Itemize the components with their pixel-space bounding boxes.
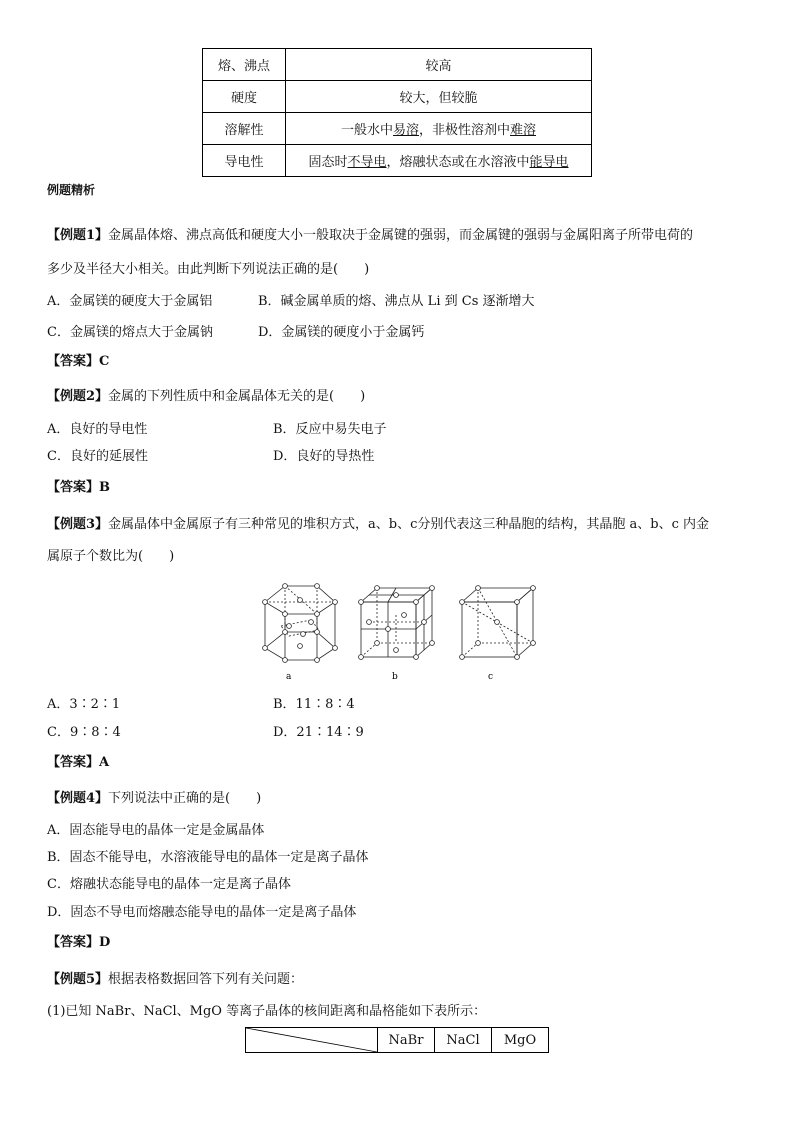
- figure-label-b: b: [392, 672, 398, 682]
- properties-table: [202, 48, 592, 177]
- section-title: 例题精析: [47, 183, 96, 197]
- question-tag: 【例题4】: [47, 791, 109, 806]
- figure-label-c: c: [488, 672, 494, 682]
- value-part-underlined: 能导电: [529, 155, 569, 170]
- question-text: 金属的下列性质中和金属晶体无关的是( ): [108, 389, 366, 404]
- option-b: B．反应中易失电子: [273, 422, 387, 437]
- answer-2: 【答案】B: [47, 480, 110, 495]
- option-c: C．熔融状态能导电的晶体一定是离子晶体: [47, 877, 291, 892]
- option-b: B．11∶8∶4: [273, 697, 355, 712]
- column-header: NaBr: [378, 1028, 435, 1053]
- question-text: 下列说法中正确的是( ): [108, 791, 262, 806]
- option-d: D．21∶14∶9: [273, 725, 364, 740]
- option-d: D．良好的导热性: [273, 449, 375, 464]
- property-value: [286, 113, 592, 145]
- table-row: [203, 145, 592, 177]
- option-c: C．金属镁的熔点大于金属钠: [47, 325, 213, 340]
- question-4-stem: [47, 791, 261, 807]
- answer-1: 【答案】C: [47, 354, 110, 369]
- question-tag: 【例题2】: [47, 389, 109, 404]
- table-row: [203, 113, 592, 145]
- option-a: A．金属镁的硬度大于金属铝: [47, 294, 213, 309]
- question-text: 金属晶体中金属原子有三种常见的堆积方式，a、b、c分别代表这三种晶胞的结构，其晶胞 a、b、c 内金: [108, 517, 710, 532]
- option-c: C．9∶8∶4: [47, 725, 121, 740]
- value-part: 固态时: [308, 155, 348, 170]
- lattice-energy-table: [245, 1027, 549, 1053]
- value-part: 一般水中: [340, 123, 393, 138]
- fcc-cell: [359, 586, 435, 660]
- property-value: 较高: [286, 49, 592, 81]
- question-tag: 【例题1】: [47, 228, 109, 243]
- question-tag: 【例题5】: [47, 972, 109, 987]
- answer-4: 【答案】D: [47, 935, 111, 950]
- option-b: B．固态不能导电，水溶液能导电的晶体一定是离子晶体: [47, 850, 369, 865]
- option-d: D．金属镁的硬度小于金属钙: [258, 325, 425, 340]
- question-text: 金属晶体熔、沸点高低和硬度大小一般取决于金属键的强弱，而金属键的强弱与金属阳离子所带电荷的: [108, 228, 694, 243]
- property-name: 溶解性: [203, 113, 286, 145]
- option-c: C．良好的延展性: [47, 449, 148, 464]
- option-d: D．固态不导电而熔融态能导电的晶体一定是离子晶体: [47, 905, 357, 920]
- table-row: [203, 49, 592, 81]
- property-name: 硬度: [203, 81, 286, 113]
- question-text: 根据表格数据回答下列有关问题：: [108, 972, 304, 987]
- column-header: MgO: [492, 1028, 549, 1053]
- question-5-stem: [47, 972, 303, 988]
- question-1-line-2: 多少及半径大小相关。由此判断下列说法正确的是( ): [47, 262, 370, 277]
- value-part: ，熔融状态或在水溶液中: [386, 155, 530, 170]
- option-b: B．碱金属单质的熔、沸点从 Li 到 Cs 逐渐增大: [258, 294, 535, 309]
- table-header-row: [246, 1028, 549, 1053]
- bcc-cell: [460, 586, 536, 660]
- value-part-underlined: 易溶: [392, 123, 419, 138]
- question-1-line-1: [47, 228, 693, 244]
- option-a: A．良好的导电性: [47, 422, 148, 437]
- property-name: 熔、沸点: [203, 49, 286, 81]
- question-5-sub-1: (1)已知 NaBr、NaCl、MgO 等离子晶体的核间距离和晶格能如下表所示：: [47, 1004, 487, 1019]
- option-a: A．固态能导电的晶体一定是金属晶体: [47, 823, 265, 838]
- figure-label-a: a: [286, 672, 292, 682]
- answer-3: 【答案】A: [47, 755, 110, 770]
- diagonal-line: [246, 1028, 377, 1052]
- value-part-underlined: 不导电: [347, 155, 387, 170]
- value-part-underlined: 难溶: [510, 123, 537, 138]
- unit-cell-figure: [255, 580, 545, 685]
- hexagonal-cell: [263, 584, 338, 663]
- value-part: ，非极性溶剂中: [419, 123, 511, 138]
- column-header: NaCl: [435, 1028, 492, 1053]
- property-value: [286, 145, 592, 177]
- option-a: A．3∶2∶1: [47, 697, 121, 712]
- question-3-line-1: [47, 517, 709, 533]
- question-3-line-2: 属原子个数比为( ): [47, 549, 175, 564]
- diagonal-header-cell: [246, 1028, 378, 1053]
- property-value: 较大，但较脆: [286, 81, 592, 113]
- question-2-stem: [47, 389, 365, 405]
- question-tag: 【例题3】: [47, 517, 109, 532]
- table-row: [203, 81, 592, 113]
- property-name: 导电性: [203, 145, 286, 177]
